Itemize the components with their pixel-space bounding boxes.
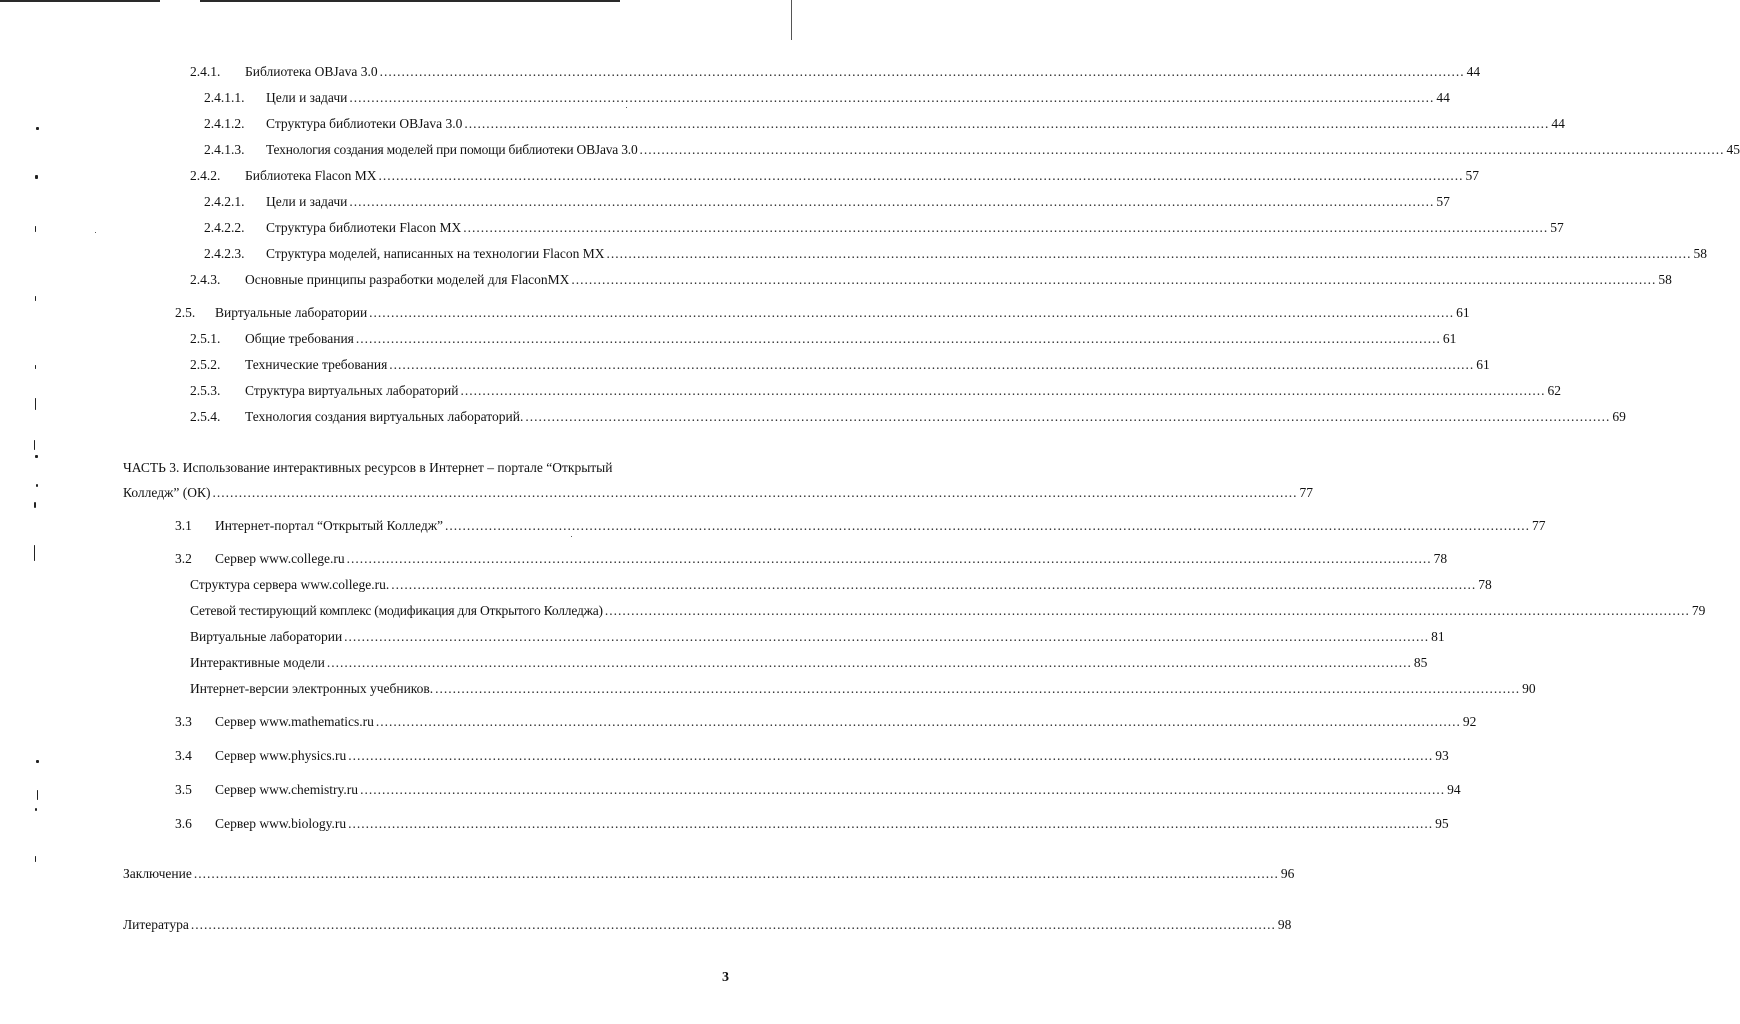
margin-speck [36,484,38,487]
toc-entry-page: 85 [1413,655,1428,670]
toc-entry-title: Виртуальные лаборатории [215,305,368,320]
toc-entry-title: Заключение [123,866,192,881]
toc-entry[interactable] [190,628,1445,646]
toc-entry-number: 3.3 [175,714,192,729]
toc-entry-page: 61 [1442,331,1457,346]
toc-leader-dots [369,304,1454,322]
margin-speck [34,545,35,561]
toc-entry-title: Сетевой тестирующий комплекс (модификация для Открытого Колледжа) [190,603,603,618]
toc-leader-dots [356,330,1441,348]
toc-entry-number: 3.4 [175,748,192,763]
toc-entry-page: 90 [1522,681,1536,696]
margin-speck [571,536,572,537]
toc-entry-number: 2.4.2.3. [204,246,245,261]
toc-leader-dots [376,713,1461,731]
toc-entry-number: 2.4.1.1. [204,90,245,105]
toc-leader-dots [391,576,1476,594]
toc-entry-title: Виртуальные лаборатории [190,629,343,644]
toc-entry-title: Структура сервера www.college.ru. [190,577,390,592]
toc-leader-dots [464,115,1549,133]
toc-entry-title: Цели и задачи [266,90,348,105]
toc-entry[interactable] [190,408,1626,426]
toc-entry-number: 3.2 [175,551,192,566]
toc-entry[interactable] [190,63,1481,81]
toc-entry-title: Литература [123,917,189,932]
margin-speck [35,808,37,811]
margin-speck [35,226,36,232]
toc-entry-number: 3.6 [175,816,192,831]
toc-entry[interactable] [175,781,1461,799]
scan-edge-line [791,0,792,40]
toc-entry-page: 98 [1277,917,1292,932]
toc-leader-dots [435,680,1520,698]
toc-entry-number: 2.4.1.2. [204,116,245,131]
toc-entry-page: 58 [1693,246,1708,261]
toc-entry-page: 81 [1431,629,1445,644]
toc-entry-conclusion[interactable] [123,865,1295,883]
toc-entry-page: 57 [1436,194,1450,209]
toc-entry-number: 2.5.2. [190,357,221,372]
toc-entry-title: Колледж” (ОК) [123,485,211,500]
toc-leader-dots [640,141,1725,159]
toc-entry[interactable] [190,271,1672,289]
toc-entry-title: Технология создания виртуальных лабораторий. [245,409,524,424]
toc-entry-title: Библиотека OBJava 3.0 [245,64,378,79]
toc-entry-title: Сервер www.mathematics.ru [215,714,374,729]
toc-entry-page: 57 [1465,168,1480,183]
toc-leader-dots [445,517,1530,535]
margin-speck [626,107,627,108]
toc-entry[interactable] [204,115,1565,133]
toc-leader-dots [607,245,1692,263]
margin-speck [35,455,38,458]
toc-entry[interactable] [190,330,1457,348]
toc-entry-page: 69 [1612,409,1626,424]
margin-speck [35,365,36,369]
toc-entry-title: Основные принципы разработки моделей для FlaconMX [245,272,570,287]
margin-speck [34,502,36,508]
toc-entry-title: Технические требования [245,357,388,372]
toc-entry-title: Технология создания моделей при помощи библиотеки OBJava 3.0 [266,142,638,157]
toc-entry-number: 2.4.2. [190,168,221,183]
toc-entry[interactable] [190,576,1492,594]
toc-entry-page: 96 [1280,866,1295,881]
scan-edge-line [200,0,620,2]
part3-heading-line1[interactable]: ЧАСТЬ 3. Использование интерактивных ресурсов в Интернет – портале “Открытый [123,460,613,475]
toc-entry-page: 44 [1466,64,1481,79]
toc-entry-title: Сервер www.physics.ru [215,748,347,763]
toc-entry-number: 2.4.3. [190,272,221,287]
toc-entry-number: 2.4.1.3. [204,142,245,157]
margin-speck [37,790,38,800]
toc-leader-dots [191,916,1276,934]
margin-speck [34,440,35,450]
toc-leader-dots [571,271,1656,289]
toc-leader-dots [344,628,1429,646]
toc-entry[interactable] [204,245,1708,263]
margin-speck [36,127,39,130]
toc-entry-page: 78 [1478,577,1492,592]
toc-entry-title: Интернет-версии электронных учебников. [190,681,434,696]
toc-leader-dots [380,63,1465,81]
toc-entry-page: 95 [1435,816,1449,831]
toc-entry-part3[interactable] [123,484,1313,502]
toc-entry-page: 62 [1547,383,1561,398]
margin-speck [35,398,36,410]
margin-speck [35,856,36,862]
toc-leader-dots [349,89,1434,107]
toc-entry-page: 79 [1691,603,1706,618]
toc-entry-title: Структура виртуальных лабораторий [245,383,459,398]
toc-entry-page: 77 [1532,518,1546,533]
toc-leader-dots [389,356,1474,374]
toc-leader-dots [463,219,1548,237]
toc-entry-number: 2.4.2.1. [204,194,245,209]
toc-entry[interactable] [190,680,1536,698]
toc-entry-number: 3.1 [175,518,192,533]
toc-entry-title: Общие требования [245,331,354,346]
toc-entry[interactable] [204,219,1564,237]
toc-entry[interactable] [175,713,1477,731]
page-number: 3 [722,970,729,985]
toc-entry[interactable] [190,356,1490,374]
toc-entry[interactable] [175,304,1470,322]
toc-entry-number: 2.4.1. [190,64,221,79]
toc-entry[interactable] [204,89,1450,107]
toc-leader-dots [347,550,1432,568]
toc-entry-number: 3.5 [175,782,192,797]
scan-edge-line [0,0,160,2]
toc-leader-dots [360,781,1445,799]
toc-entry-number: 2.5. [175,305,196,320]
toc-leader-dots [460,382,1545,400]
toc-entry-title: Структура библиотеки Flacon MX [266,220,462,235]
toc-entry-title: Библиотека Flacon MX [245,168,377,183]
toc-leader-dots [349,193,1434,211]
toc-leader-dots [194,865,1279,883]
toc-entry-literature[interactable] [123,916,1292,934]
toc-entry-title: Сервер www.biology.ru [215,816,347,831]
toc-entry-number: 2.5.3. [190,383,221,398]
toc-entry[interactable] [175,747,1449,765]
toc-leader-dots [379,167,1464,185]
toc-leader-dots [213,484,1298,502]
toc-entry-page: 44 [1551,116,1565,131]
toc-entry[interactable] [190,654,1428,672]
toc-entry-title: Сервер www.chemistry.ru [215,782,359,797]
toc-leader-dots [327,654,1412,672]
toc-entry[interactable] [175,815,1449,833]
toc-leader-dots [605,602,1690,620]
toc-entry-number: 2.5.1. [190,331,221,346]
toc-leader-dots [348,747,1433,765]
toc-entry-title: Интерактивные модели [190,655,325,670]
toc-leader-dots [348,815,1433,833]
toc-entry[interactable] [175,517,1546,535]
toc-entry[interactable] [190,602,1706,620]
toc-entry[interactable] [204,193,1450,211]
toc-entry-page: 94 [1447,782,1461,797]
toc-entry-title: Структура библиотеки OBJava 3.0 [266,116,463,131]
toc-entry-page: 57 [1550,220,1564,235]
margin-speck [95,232,96,233]
margin-speck [35,175,38,179]
toc-entry-page: 58 [1658,272,1672,287]
toc-entry-page: 92 [1462,714,1477,729]
toc-leader-dots [525,408,1610,426]
toc-entry-number: 2.5.4. [190,409,221,424]
margin-speck [36,760,39,763]
toc-entry[interactable] [204,141,1740,159]
toc-entry-page: 78 [1433,551,1448,566]
toc-entry-page: 44 [1436,90,1450,105]
margin-speck [35,296,36,301]
toc-entry-title: Интернет-портал “Открытый Колледж” [215,518,444,533]
toc-entry[interactable] [175,550,1448,568]
toc-entry-page: 61 [1456,305,1470,320]
toc-entry[interactable] [190,167,1480,185]
toc-entry-title: Структура моделей, написанных на технологии Flacon MX [266,246,605,261]
toc-entry-page: 77 [1299,485,1313,500]
toc-entry-title: Сервер www.college.ru [215,551,345,566]
toc-entry-title: Цели и задачи [266,194,348,209]
toc-entry-page: 93 [1435,748,1449,763]
toc-entry-number: 2.4.2.2. [204,220,245,235]
toc-entry-page: 45 [1726,142,1740,157]
toc-entry[interactable] [190,382,1561,400]
toc-entry-page: 61 [1476,357,1490,372]
